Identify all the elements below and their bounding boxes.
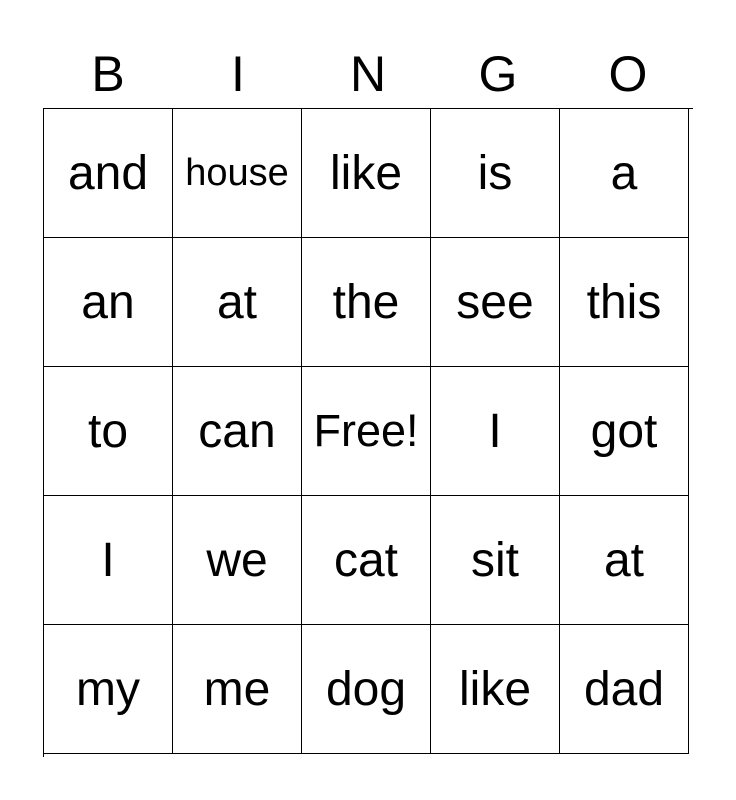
header-letter-o: O <box>608 46 648 102</box>
header-letter-g: G <box>478 46 518 102</box>
bingo-cell[interactable]: my <box>44 625 173 754</box>
bingo-cell[interactable]: me <box>173 625 302 754</box>
bingo-cell[interactable]: to <box>44 367 173 496</box>
bingo-cell[interactable]: dad <box>560 625 689 754</box>
bingo-cell[interactable]: like <box>302 109 431 238</box>
bingo-cell[interactable]: a <box>560 109 689 238</box>
bingo-cell[interactable]: like <box>431 625 560 754</box>
header-letter-i: I <box>231 46 245 102</box>
bingo-cell[interactable]: can <box>173 367 302 496</box>
bingo-cell[interactable]: this <box>560 238 689 367</box>
bingo-cell[interactable]: an <box>44 238 173 367</box>
bingo-cell[interactable]: dog <box>302 625 431 754</box>
header-letter-n: N <box>349 46 387 102</box>
bingo-cell[interactable]: at <box>560 496 689 625</box>
bingo-cell[interactable]: got <box>560 367 689 496</box>
bingo-cell[interactable]: we <box>173 496 302 625</box>
bingo-cell[interactable]: see <box>431 238 560 367</box>
bingo-grid <box>43 108 693 757</box>
bingo-cell[interactable]: I <box>44 496 173 625</box>
bingo-cell[interactable]: the <box>302 238 431 367</box>
bingo-cell[interactable]: and <box>44 109 173 238</box>
bingo-cell[interactable]: cat <box>302 496 431 625</box>
bingo-cell[interactable]: sit <box>431 496 560 625</box>
header-letter-b: B <box>91 46 125 102</box>
bingo-cell[interactable]: house <box>173 109 302 238</box>
bingo-header <box>43 40 693 108</box>
bingo-cell[interactable]: is <box>431 109 560 238</box>
bingo-cell[interactable]: I <box>431 367 560 496</box>
free-space-cell[interactable]: Free! <box>302 367 431 496</box>
bingo-cell[interactable]: at <box>173 238 302 367</box>
